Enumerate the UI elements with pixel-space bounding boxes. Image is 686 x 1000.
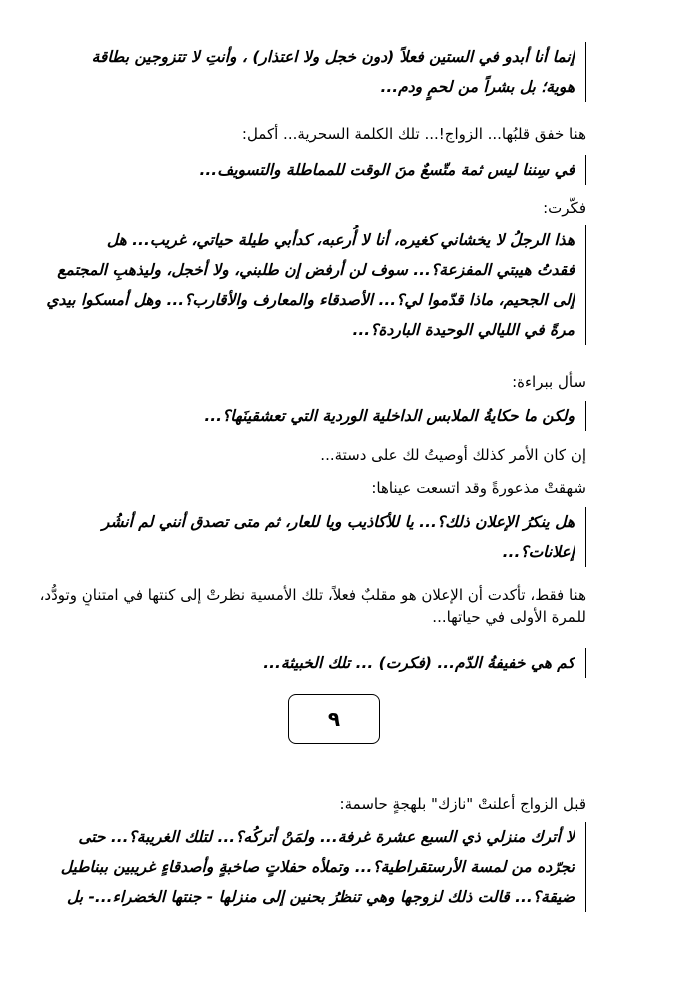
quote-line: هوية؛ بل بشراً من لحمٍ ودم... [380, 78, 575, 96]
quote-block [36, 648, 586, 678]
quote-block [36, 42, 586, 102]
quote-line: هذا الرجلُ لا يخشاني كغيره، أنا لا أُرعبه، كدأبي طيلة حياتي، غريب... هل [106, 231, 575, 249]
quote-line: في سِننا ليس ثمة متّسعٌ منَ الوقت للمماطلة والتسويف... [199, 161, 575, 179]
narration-paragraph [36, 444, 586, 466]
quote-line: إعلانات؟... [502, 543, 575, 561]
narration-paragraph [36, 371, 586, 393]
quote-line: فقدتُ هيبتي المفزعة؟... سوف لن أرفض إن طلبني، ولا أخجل، وليذهبِ المجتمع [57, 261, 575, 279]
narration-line: هنا خفق قلبُها... الزواج!... تلك الكلمة السحرية... أكمل: [241, 125, 586, 143]
quote-block [36, 822, 586, 912]
quote-line: هل ينكرُ الإعلان ذلك؟... يا للأكاذيب ويا للعار، ثم متى تصدق أنني لم أنشُر [101, 513, 575, 531]
quote-line: مرةً في الليالي الوحيدة الباردة؟... [352, 321, 575, 339]
quote-line: ضيقة؟... قالت ذلك لزوجها وهي تنظرُ بحنين إلى منزلها - جنتها الخضراء...- بل [67, 888, 575, 906]
narration-paragraph [36, 197, 586, 219]
quote-line: تجرّده من لمسة الأرستقراطية؟... وتملأه حفلاتٍ صاخبةٍ وأصدقاءٍ غريبين ببناطيل [60, 858, 575, 876]
quote-block [36, 401, 586, 431]
narration-paragraph [36, 793, 586, 815]
narration-line: شهقتْ مذعورةً وقد اتسعت عيناها: [371, 479, 586, 497]
narration-paragraph [36, 123, 586, 145]
narration-line: هنا فقط، تأكدت أن الإعلان هو مقلبٌ فعلاً، تلك الأمسية نظرتْ إلى كنتها في امتنانٍ وتودُّد، [39, 586, 586, 604]
quote-line: إنما أنا أبدو في الستين فعلاً (دون خجل ولا اعتذار) ، وأنتِ لا تتزوجين بطاقة [91, 48, 575, 66]
narration-line: للمرة الأولى في حياتها... [432, 608, 586, 626]
page-number-box [288, 694, 380, 744]
narration-paragraph [36, 477, 586, 499]
narration-line: سأل ببراءة: [512, 373, 586, 391]
quote-line: كم هي خفيفةُ الدّم... (فكرت) ... تلك الخبيثة... [263, 654, 575, 672]
narration-line: قبل الزواج أعلنتْ "نازك" بلهجةٍ حاسمة: [339, 795, 586, 813]
quote-block [36, 507, 586, 567]
narration-line: إن كان الأمر كذلك أوصيتُ لك على دستة... [320, 446, 586, 464]
narration-paragraph [36, 584, 586, 628]
quote-line: إلى الجحيم، ماذا قدّموا لي؟... الأصدقاء والمعارف والأقارب؟... وهل أمسكوا بيدي [46, 291, 575, 309]
narration-line: فكَّرت: [543, 199, 586, 217]
quote-line: لا أترك منزلي ذي السبع عشرة غرفة... ولمَنْ أتركُه؟... لتلك الغريبة؟... حتى [78, 828, 575, 846]
quote-block [36, 155, 586, 185]
quote-block [36, 225, 586, 345]
quote-line: ولكن ما حكايةُ الملابس الداخلية الوردية التي تعشقينَها؟... [204, 407, 575, 425]
page-number: ٩ [327, 707, 341, 731]
